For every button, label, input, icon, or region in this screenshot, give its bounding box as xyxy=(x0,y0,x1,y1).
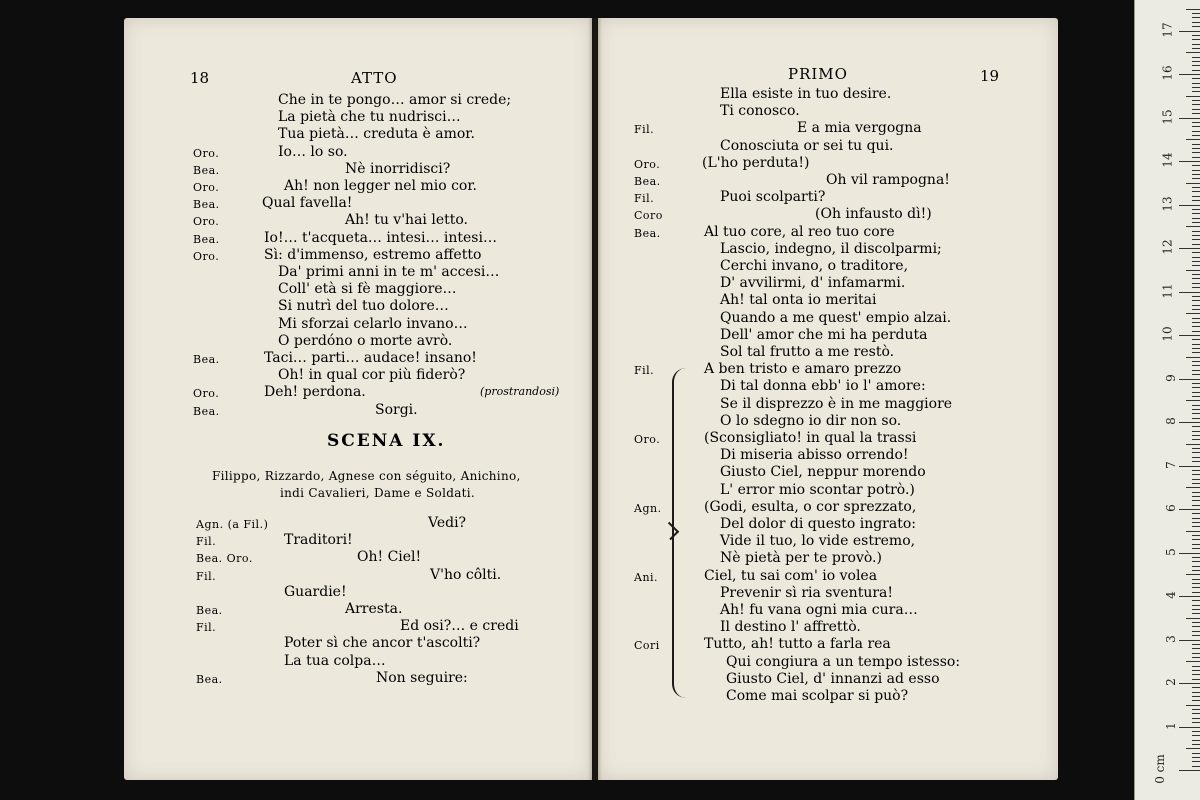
ruler-tick xyxy=(1192,761,1200,762)
verse-line: Io!… t'acqueta… intesi… intesi… xyxy=(264,229,497,246)
verse-line: Ed osi?… e credi xyxy=(400,618,519,635)
ruler-tick xyxy=(1192,457,1200,458)
speaker-label: Bea. xyxy=(193,353,220,366)
verse-line: Ella esiste in tuo desire. xyxy=(720,86,892,102)
ruler-tick xyxy=(1192,326,1200,327)
verse-line: Si nutrì del tuo dolore… xyxy=(278,298,449,315)
ruler-tick xyxy=(1192,100,1200,101)
ruler-label: 8 xyxy=(1164,417,1179,425)
ruler-tick xyxy=(1192,374,1200,375)
ruler-tick xyxy=(1192,413,1200,414)
ruler-tick xyxy=(1179,727,1200,728)
verse-line: Vide il tuo, lo vide estremo, xyxy=(720,533,916,550)
speaker-label: Oro. xyxy=(634,433,661,446)
ruler-tick xyxy=(1192,622,1200,623)
ruler-tick xyxy=(1192,713,1200,714)
ruler-tick xyxy=(1192,61,1200,62)
ruler-tick xyxy=(1186,9,1200,10)
ruler-tick xyxy=(1192,435,1200,436)
ruler-label: 6 xyxy=(1164,504,1179,512)
ruler-tick xyxy=(1192,57,1200,58)
ruler-tick xyxy=(1192,592,1200,593)
ruler-tick xyxy=(1192,635,1200,636)
verse-line: Oh! Ciel! xyxy=(357,549,422,566)
ruler-tick xyxy=(1192,579,1200,580)
ruler-tick xyxy=(1186,357,1200,358)
verse-line: Arresta. xyxy=(345,601,403,617)
verse-line: Prevenir sì ria sventura! xyxy=(720,584,894,601)
ruler-label: 12 xyxy=(1160,239,1175,255)
speaker-label: Fil. xyxy=(196,535,217,549)
ruler-label: 10 xyxy=(1160,326,1175,342)
ruler-tick xyxy=(1192,35,1200,36)
ruler-tick xyxy=(1192,148,1200,149)
ruler-tick xyxy=(1192,648,1200,649)
verse-line: (L'ho perduta!) xyxy=(702,154,810,171)
ruler-tick xyxy=(1192,613,1200,614)
ruler-tick xyxy=(1192,626,1200,627)
verse-line: Ciel, tu sai com' io volea xyxy=(704,567,878,584)
ruler-tick xyxy=(1192,474,1200,475)
ruler-tick xyxy=(1192,700,1200,701)
ruler-tick xyxy=(1192,418,1200,419)
ruler-tick xyxy=(1192,496,1200,497)
ruler-tick xyxy=(1192,570,1200,571)
ruler-tick xyxy=(1192,17,1200,18)
ruler-tick xyxy=(1192,135,1200,136)
ruler-tick xyxy=(1192,426,1200,427)
ruler-tick xyxy=(1192,666,1200,667)
speaker-label: Oro. xyxy=(193,181,220,194)
ruler-tick xyxy=(1192,300,1200,301)
speaker-label: Ani. xyxy=(634,570,659,584)
ruler-tick xyxy=(1192,344,1200,345)
verse-line: Ah! tu v'hai letto. xyxy=(345,212,468,229)
ruler-tick xyxy=(1192,587,1200,588)
speaker-label: Bea. xyxy=(193,404,220,418)
speaker-label: Coro xyxy=(634,209,663,223)
ruler-tick xyxy=(1192,513,1200,514)
ruler-tick xyxy=(1192,170,1200,171)
ruler-tick xyxy=(1192,174,1200,175)
ruler-tick xyxy=(1192,505,1200,506)
verse-line: (Oh infausto dì!) xyxy=(815,206,932,223)
ruler-tick xyxy=(1192,692,1200,693)
ruler-tick xyxy=(1192,396,1200,397)
ruler-tick xyxy=(1192,87,1200,88)
ruler-tick xyxy=(1179,509,1200,510)
ruler-tick xyxy=(1192,387,1200,388)
ruler-tick xyxy=(1192,244,1200,245)
verse-line: Dell' amor che mi ha perduta xyxy=(720,326,928,343)
speaker-label: Bea. Oro. xyxy=(196,552,253,566)
ruler-tick xyxy=(1192,331,1200,332)
ruler-tick xyxy=(1192,452,1200,453)
ruler-label: 1 xyxy=(1164,721,1179,730)
left-page-header: ATTO xyxy=(351,69,398,87)
ruler-tick xyxy=(1192,278,1200,279)
verse-line: Da' primi anni in te m' accesi… xyxy=(278,264,500,280)
ruler-tick xyxy=(1192,287,1200,288)
ruler-tick xyxy=(1179,422,1200,423)
ruler-tick xyxy=(1186,400,1200,401)
verse-line: E a mia vergogna xyxy=(797,120,922,137)
ruler-tick xyxy=(1192,753,1200,754)
verse-line: Come mai scolpar si può? xyxy=(726,688,909,704)
ruler-tick xyxy=(1186,96,1200,97)
verse-line: O perdóno o morte avrò. xyxy=(278,332,453,349)
ruler-tick xyxy=(1192,431,1200,432)
ruler-tick xyxy=(1192,265,1200,266)
verse-line: Qual favella! xyxy=(262,195,353,212)
ruler-tick xyxy=(1179,379,1200,380)
ruler-label: 9 xyxy=(1164,373,1179,382)
ruler-tick xyxy=(1192,383,1200,384)
speaker-label: Agn. xyxy=(634,501,662,515)
ruler-tick xyxy=(1192,679,1200,680)
speaker-label: Agn. (a Fil.) xyxy=(196,518,269,531)
ruler-tick xyxy=(1192,674,1200,675)
speaker-label: Bea. xyxy=(634,175,661,188)
ruler-tick xyxy=(1192,218,1200,219)
verse-line: Tua pietà… creduta è amor. xyxy=(278,126,475,143)
speaker-label: Bea. xyxy=(634,226,661,240)
ruler-tick xyxy=(1192,544,1200,545)
ruler-tick xyxy=(1192,283,1200,284)
ruler-tick xyxy=(1192,392,1200,393)
ruler-tick xyxy=(1192,109,1200,110)
verse-line: Sì: d'immenso, estremo affetto xyxy=(264,246,482,263)
verse-line: Quando a me quest' empio alzai. xyxy=(720,309,952,326)
ruler-tick xyxy=(1179,31,1200,32)
speaker-label: Fil. xyxy=(634,123,655,137)
ruler-tick xyxy=(1192,296,1200,297)
ruler-tick xyxy=(1192,557,1200,558)
ruler-tick xyxy=(1192,352,1200,353)
ruler-tick xyxy=(1179,205,1200,206)
ruler-tick xyxy=(1192,318,1200,319)
ruler-tick xyxy=(1192,500,1200,501)
ruler-tick xyxy=(1192,339,1200,340)
ruler-tick xyxy=(1192,583,1200,584)
verse-line: Poter sì che ancor t'ascolti? xyxy=(284,635,481,652)
ruler-tick xyxy=(1192,766,1200,767)
ruler-label: 15 xyxy=(1160,108,1175,125)
scene-title: SCENA IX. xyxy=(327,431,446,451)
ruler-tick xyxy=(1192,144,1200,145)
ruler-tick xyxy=(1192,744,1200,745)
ruler-tick xyxy=(1192,522,1200,523)
verse-line: (Godi, esulta, o cor sprezzato, xyxy=(704,498,917,515)
speaker-label: Bea. xyxy=(196,604,223,617)
ruler-tick xyxy=(1192,348,1200,349)
speaker-label: Bea. xyxy=(193,163,220,177)
ruler-tick xyxy=(1192,561,1200,562)
ruler-tick xyxy=(1192,191,1200,192)
verse-line: Giusto Ciel, d' innanzi ad esso xyxy=(726,670,940,687)
ruler-label: 4 xyxy=(1164,591,1179,599)
ruler-tick xyxy=(1186,313,1200,314)
ruler-tick xyxy=(1192,409,1200,410)
ruler-tick xyxy=(1192,566,1200,567)
verse-line: Giusto Ciel, neppur morendo xyxy=(720,464,926,481)
verse-line: Di miseria abisso orrendo! xyxy=(720,447,909,464)
ruler-tick xyxy=(1192,309,1200,310)
ruler-tick xyxy=(1192,157,1200,158)
ruler-tick xyxy=(1186,531,1200,532)
ruler-tick xyxy=(1192,653,1200,654)
ruler-tick xyxy=(1186,139,1200,140)
ruler-tick xyxy=(1192,48,1200,49)
verse-line: Se il disprezzo è in me maggiore xyxy=(720,395,953,412)
ruler-tick xyxy=(1179,248,1200,249)
ruler-tick xyxy=(1179,161,1200,162)
verse-line: Sol tal frutto a me restò. xyxy=(720,344,895,360)
ruler-tick xyxy=(1192,644,1200,645)
ruler-tick xyxy=(1192,178,1200,179)
ruler-tick xyxy=(1192,600,1200,601)
ruler-tick xyxy=(1192,209,1200,210)
ruler-tick xyxy=(1179,118,1200,119)
ruler-tick xyxy=(1192,257,1200,258)
ruler-tick xyxy=(1192,631,1200,632)
speaker-label: Oro. xyxy=(193,387,220,401)
ruler-tick xyxy=(1192,13,1200,14)
ruler-tick xyxy=(1186,226,1200,227)
verse-line: Al tuo core, al reo tuo core xyxy=(704,223,895,240)
ruler-label: 2 xyxy=(1164,678,1179,686)
ruler-tick xyxy=(1192,196,1200,197)
verse-line: Io… lo so. xyxy=(278,143,348,160)
ruler-tick xyxy=(1192,657,1200,658)
ruler-tick xyxy=(1192,78,1200,79)
ruler-tick xyxy=(1192,370,1200,371)
ruler-label: 5 xyxy=(1164,547,1179,556)
ruler-tick xyxy=(1192,483,1200,484)
right-page-header: PRIMO xyxy=(788,65,848,83)
ruler-tick xyxy=(1192,492,1200,493)
ruler-tick xyxy=(1192,131,1200,132)
ruler-tick xyxy=(1192,222,1200,223)
verse-line: Del dolor di questo ingrato: xyxy=(720,516,916,532)
ruler-tick xyxy=(1179,466,1200,467)
ruler-tick xyxy=(1192,187,1200,188)
verse-line: Lascio, indegno, il discolparmi; xyxy=(720,240,942,257)
verse-line: Oh! in qual cor più fiderò? xyxy=(278,367,466,384)
verse-line: Ah! tal onta io meritai xyxy=(720,292,877,309)
ruler-tick xyxy=(1192,126,1200,127)
speaker-label: Fil. xyxy=(634,192,655,206)
speaker-label: Bea. xyxy=(193,198,220,212)
right-page-number: 19 xyxy=(980,67,1000,85)
speaker-label: Bea. xyxy=(193,232,220,246)
ruler-tick xyxy=(1192,479,1200,480)
speaker-label: Cori xyxy=(634,639,660,653)
ruler-tick xyxy=(1186,270,1200,271)
ruler-tick xyxy=(1192,518,1200,519)
verse-line: Oh vil rampogna! xyxy=(826,172,950,188)
ruler-tick xyxy=(1186,618,1200,619)
ruler-tick xyxy=(1179,770,1200,771)
verse-line: Non seguire: xyxy=(376,669,468,686)
ruler-tick xyxy=(1186,661,1200,662)
ruler-tick xyxy=(1192,740,1200,741)
ruler-tick xyxy=(1192,718,1200,719)
left-page-number: 18 xyxy=(190,69,210,87)
ruler-tick xyxy=(1192,252,1200,253)
verse-line: Mi sforzai celarlo invano… xyxy=(278,315,468,332)
verse-line: L' error mio scontar potrò.) xyxy=(720,481,915,498)
ruler-tick xyxy=(1186,183,1200,184)
ruler-tick xyxy=(1192,26,1200,27)
ruler-tick xyxy=(1192,722,1200,723)
ruler-tick xyxy=(1179,74,1200,75)
ruler-tick xyxy=(1192,44,1200,45)
ruler-tick xyxy=(1192,39,1200,40)
speaker-label: Bea. xyxy=(196,672,223,686)
ruler-tick xyxy=(1192,235,1200,236)
ruler-tick xyxy=(1192,405,1200,406)
ruler-tick xyxy=(1192,539,1200,540)
verse-line: Traditori! xyxy=(284,532,353,549)
ruler-tick xyxy=(1186,52,1200,53)
ruler-tick xyxy=(1192,670,1200,671)
ruler-label: 14 xyxy=(1160,152,1175,168)
ruler-tick xyxy=(1192,239,1200,240)
cast-list-line-1: Filippo, Rizzardo, Agnese con séguito, Anichino, xyxy=(212,469,521,483)
speaker-label: Fil. xyxy=(196,569,217,583)
ruler-tick xyxy=(1192,91,1200,92)
ruler-tick xyxy=(1192,605,1200,606)
ruler-tick xyxy=(1192,22,1200,23)
ruler-tick xyxy=(1179,335,1200,336)
verse-line: D' avvilirmi, d' infamarmi. xyxy=(720,275,906,292)
ruler-label: 13 xyxy=(1160,195,1175,212)
ruler-tick xyxy=(1192,731,1200,732)
ruler-label: 16 xyxy=(1160,65,1175,81)
ruler-tick xyxy=(1179,683,1200,684)
ruler-label: 7 xyxy=(1164,460,1179,469)
verse-line: Ah! non legger nel mio cor. xyxy=(284,178,477,194)
ruler-tick xyxy=(1186,748,1200,749)
ruler-tick xyxy=(1186,705,1200,706)
ruler-tick xyxy=(1192,439,1200,440)
ruler-tick xyxy=(1192,83,1200,84)
ruler-tick xyxy=(1192,213,1200,214)
ruler-tick xyxy=(1192,735,1200,736)
ruler-tick xyxy=(1192,70,1200,71)
ruler-tick xyxy=(1192,470,1200,471)
verse-line: Conosciuta or sei tu qui. xyxy=(720,137,894,154)
verse-line: Guardie! xyxy=(284,583,347,600)
verse-line: Qui congiura a un tempo istesso: xyxy=(726,653,961,670)
verse-line: Nè inorridisci? xyxy=(345,160,451,177)
ruler-tick xyxy=(1192,609,1200,610)
ruler-tick xyxy=(1192,687,1200,688)
speaker-label: Fil. xyxy=(196,621,217,635)
speaker-label: Oro. xyxy=(193,215,220,229)
ruler-tick xyxy=(1192,361,1200,362)
verse-line: Taci… parti… audace! insano! xyxy=(264,350,477,366)
ruler-tick xyxy=(1192,696,1200,697)
ruler-tick xyxy=(1179,292,1200,293)
ruler-label: 0 cm xyxy=(1153,754,1168,784)
ruler-label: 3 xyxy=(1164,634,1179,643)
verse-line: Puoi scolparti? xyxy=(720,189,826,206)
verse-line: A ben tristo e amaro prezzo xyxy=(704,361,902,378)
verse-line: Il destino l' affrettò. xyxy=(720,619,861,636)
ruler-tick xyxy=(1192,122,1200,123)
ruler-tick xyxy=(1192,548,1200,549)
ruler-tick xyxy=(1192,365,1200,366)
ruler-tick xyxy=(1192,165,1200,166)
ruler-tick xyxy=(1179,596,1200,597)
ruler-tick xyxy=(1192,113,1200,114)
ruler-tick xyxy=(1192,448,1200,449)
verse-line: La tua colpa… xyxy=(284,652,386,669)
verse-line: O lo sdegno io dir non so. xyxy=(720,412,902,429)
verse-line: Deh! perdona. xyxy=(264,384,366,401)
verse-line: Vedi? xyxy=(428,515,467,531)
ruler-tick xyxy=(1192,535,1200,536)
stage-direction: (prostrandosi) xyxy=(480,385,560,398)
verse-line: Ti conosco. xyxy=(720,103,800,120)
ruler-tick xyxy=(1192,231,1200,232)
ruler-tick xyxy=(1186,487,1200,488)
ruler-tick xyxy=(1192,757,1200,758)
ruler-tick xyxy=(1192,152,1200,153)
verse-line: Che in te pongo… amor si crede; xyxy=(278,92,512,108)
ruler-tick xyxy=(1179,640,1200,641)
ruler-tick xyxy=(1192,305,1200,306)
verse-line: Cerchi invano, o traditore, xyxy=(720,258,909,274)
verse-line: Nè pietà per te provò.) xyxy=(720,550,882,567)
speaker-label: Oro. xyxy=(193,146,220,160)
ruler-tick xyxy=(1192,461,1200,462)
verse-line: Coll' età si fè maggiore… xyxy=(278,281,457,298)
ruler-tick xyxy=(1192,104,1200,105)
ruler-tick xyxy=(1186,574,1200,575)
cast-list-line-2: indi Cavalieri, Dame e Soldati. xyxy=(280,486,476,500)
ruler-tick xyxy=(1186,444,1200,445)
speaker-label: Oro. xyxy=(634,157,661,171)
verse-line: Sorgi. xyxy=(375,401,418,418)
verse-line: Ah! fu vana ogni mia cura… xyxy=(720,602,918,618)
speaker-label: Fil. xyxy=(634,364,655,378)
measuring-ruler xyxy=(1134,0,1200,800)
ruler-tick xyxy=(1192,322,1200,323)
ruler-label: 17 xyxy=(1160,21,1175,38)
verse-line: V'ho côlti. xyxy=(430,566,502,583)
verse-line: Tutto, ah! tutto a farla rea xyxy=(704,636,891,653)
ruler-tick xyxy=(1192,526,1200,527)
ruler-tick xyxy=(1192,709,1200,710)
verse-line: Di tal donna ebb' io l' amore: xyxy=(720,378,926,395)
ruler-tick xyxy=(1192,200,1200,201)
book-gutter xyxy=(588,18,602,780)
verse-line: (Sconsigliato! in qual la trassi xyxy=(704,430,917,446)
ruler-tick xyxy=(1192,274,1200,275)
verse-line: La pietà che tu nudrisci… xyxy=(278,109,461,126)
ruler-label: 11 xyxy=(1160,282,1175,299)
ruler-tick xyxy=(1192,65,1200,66)
ruler-tick xyxy=(1192,261,1200,262)
ruler-tick xyxy=(1179,553,1200,554)
speaker-label: Oro. xyxy=(193,249,220,263)
